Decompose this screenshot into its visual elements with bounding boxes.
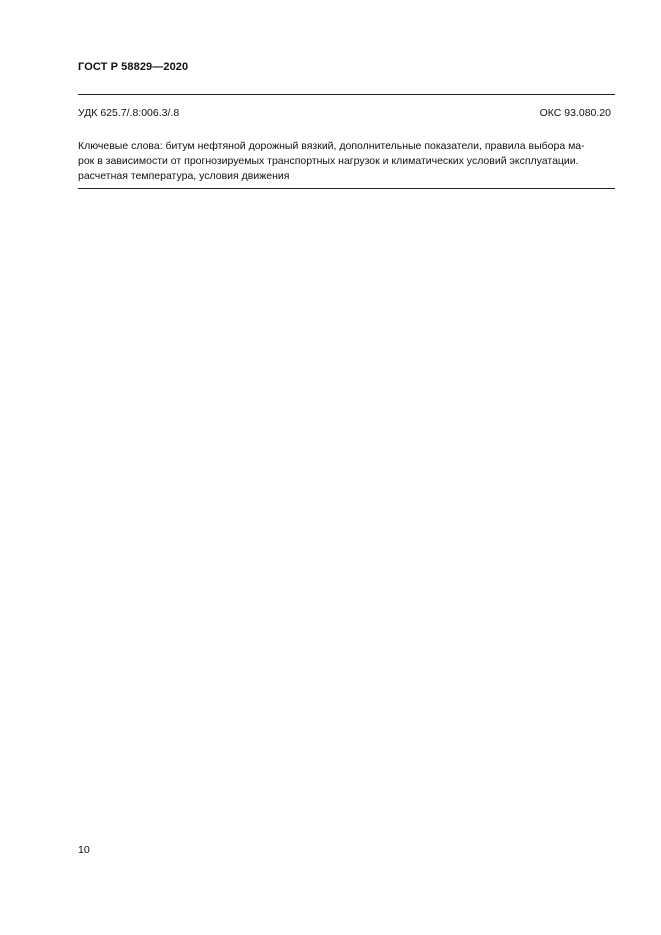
udk-classification: УДК 625.7/.8:006.3/.8 — [78, 107, 180, 119]
oks-classification: ОКС 93.080.20 — [539, 107, 611, 119]
page-number: 10 — [78, 844, 90, 856]
bottom-divider — [78, 188, 615, 189]
keywords-paragraph — [78, 139, 614, 184]
keywords-line: Ключевые слова: битум нефтяной дорожный вязкий, дополнительные показатели, правила выбора ма- — [78, 140, 585, 152]
keywords-line: расчетная температура, условия движения — [78, 170, 290, 182]
document-standard-code: ГОСТ Р 58829—2020 — [78, 61, 189, 73]
keywords-line: рок в зависимости от прогнозируемых транспортных нагрузок и климатических условий эксплуатации. — [78, 155, 579, 167]
top-divider — [78, 94, 615, 95]
